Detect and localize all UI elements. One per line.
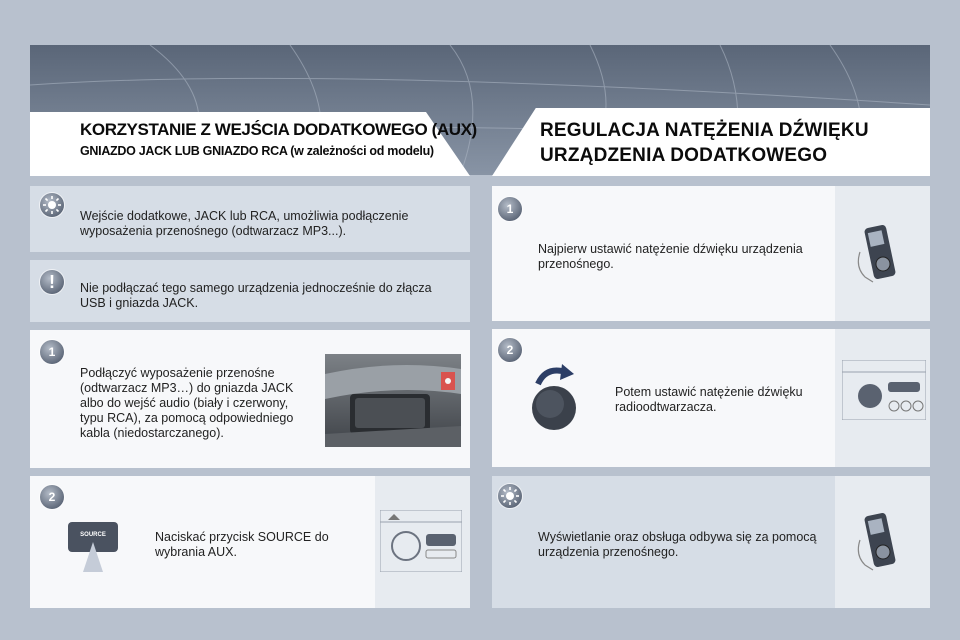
right-info-text: Wyświetlanie oraz obsługa odbywa się za pomocą urządzenia przenośnego. [538, 530, 817, 559]
right-title-line1: REGULACJA NATĘŻENIA DŹWIĘKU [540, 120, 869, 141]
step-badge-2: 2 [40, 485, 64, 509]
info-text: Wejście dodatkowe, JACK lub RCA, umożliwia podłączenie wyposażenia przenośnego (odtwarzacz MP3...). [80, 209, 409, 238]
source-button-label: SOURCE [80, 532, 106, 538]
sun-info-icon [40, 193, 64, 217]
glovebox-photo [325, 354, 461, 447]
left-step1-text: Podłączyć wyposażenie przenośne (odtwarzacz MP3…) do gniazda JACK albo do wejść audio (biały i czerwony, typu RCA), za pomocą odpowiedniego kabla (niedostarczanego). [80, 366, 294, 440]
left-step2-text: Naciskać przycisk SOURCE do wybrania AUX. [155, 530, 329, 559]
radio-volume-panel-icon [842, 360, 926, 420]
volume-knob-icon [526, 362, 582, 434]
step-badge-r1: 1 [498, 197, 522, 221]
step-badge-r2: 2 [498, 338, 522, 362]
mp3-player-icon [855, 222, 905, 287]
mp3-player-icon-2 [855, 510, 905, 575]
sun-info-icon-right [498, 484, 522, 508]
left-subtitle: GNIAZDO JACK LUB GNIAZDO RCA (w zależności od modelu) [80, 144, 434, 158]
warning-text: Nie podłączać tego samego urządzenia jednocześnie do złącza USB i gniazda JACK. [80, 281, 432, 310]
exclamation-icon: ! [40, 270, 64, 294]
step-badge-1: 1 [40, 340, 64, 364]
source-button-illustration [68, 522, 118, 572]
right-step1-text: Najpierw ustawić natężenie dźwięku urządzenia przenośnego. [538, 242, 803, 271]
left-title: KORZYSTANIE Z WEJŚCIA DODATKOWEGO (AUX) [80, 120, 477, 139]
radio-panel-icon [380, 510, 462, 572]
right-step2-text: Potem ustawić natężenie dźwięku radioodtwarzacza. [615, 385, 803, 414]
right-title-line2: URZĄDZENIA DODATKOWEGO [540, 145, 828, 166]
